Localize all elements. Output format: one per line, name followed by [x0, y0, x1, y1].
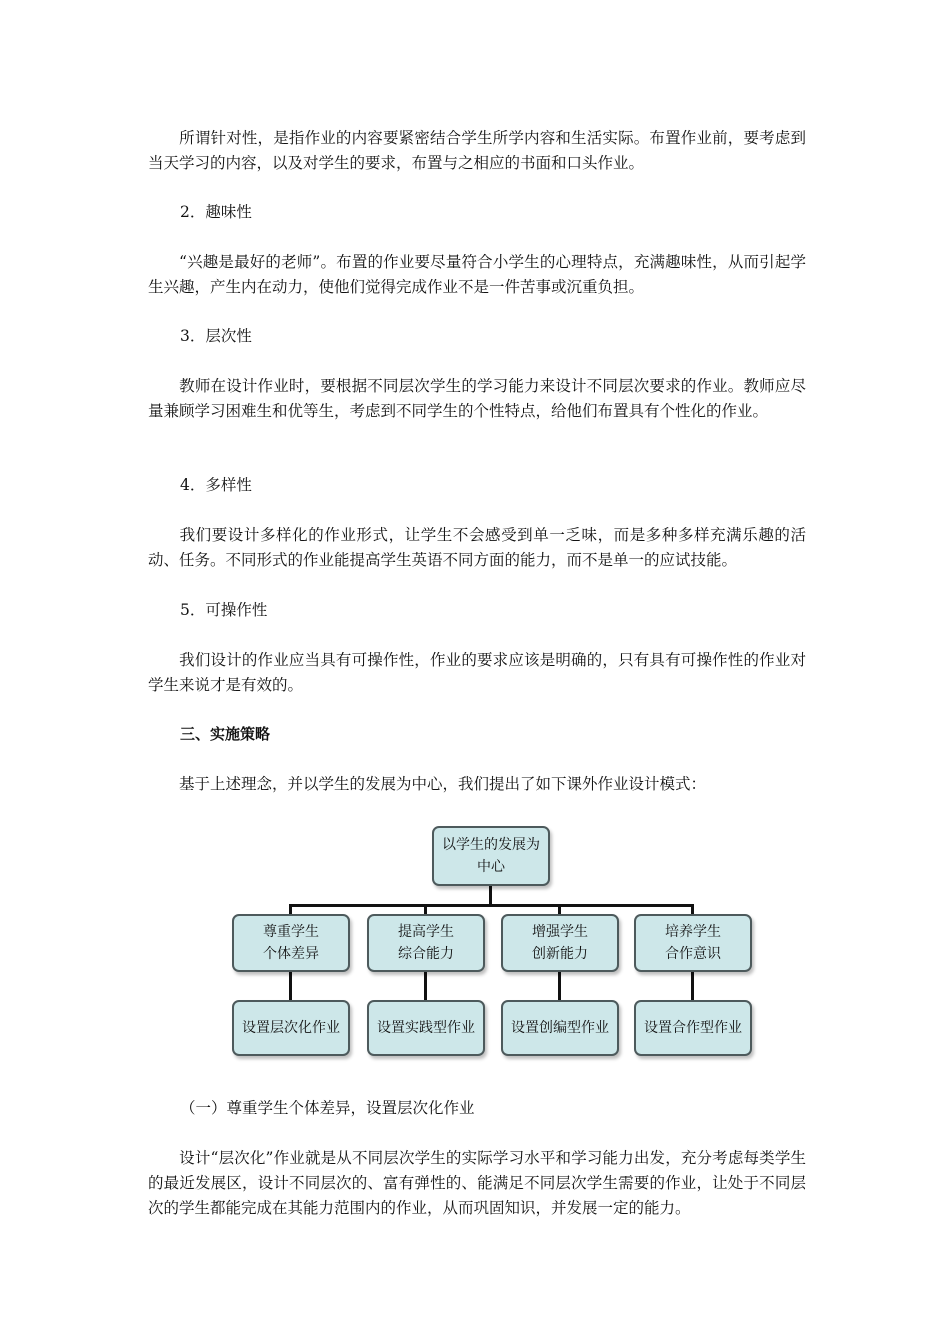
assignment-node-layered: 设置层次化作业	[232, 1000, 350, 1056]
heading-operability: 5．可操作性	[180, 601, 268, 619]
root-node-line-1: 以学生的发展为	[442, 837, 540, 853]
connector-assign-1	[289, 971, 292, 1001]
goal-node-cooperation-awareness	[634, 914, 752, 972]
goal-node-line-1: 培养学生	[665, 924, 721, 940]
goal-node-line-2: 综合能力	[398, 946, 454, 962]
connector-assign-2	[424, 971, 427, 1001]
goal-node-line-1: 尊重学生	[263, 924, 319, 940]
goal-node-comprehensive-ability	[367, 914, 485, 972]
assignment-node-creative: 设置创编型作业	[501, 1000, 619, 1056]
heading-interest: 2．趣味性	[180, 203, 252, 221]
root-node-line-2: 中心	[477, 859, 505, 875]
assignment-node-cooperative: 设置合作型作业	[634, 1000, 752, 1056]
connector-assign-3	[558, 971, 561, 1001]
paragraph-operability: 我们设计的作业应当具有可操作性，作业的要求应该是明确的，只有具有可操作性的作业对学生来说才是有效的。	[148, 651, 806, 694]
goal-node-individual-differences	[232, 914, 350, 972]
connector-root-down	[489, 886, 492, 906]
homework-design-model-diagram	[228, 826, 754, 1066]
goal-node-line-2: 创新能力	[532, 946, 588, 962]
section-heading-strategy: 三、实施策略	[180, 725, 271, 743]
paragraph-layered-homework: 设计“层次化”作业就是从不同层次学生的实际学习水平和学习能力出发，充分考虑每类学生的最近发展区，设计不同层次的、富有弹性的、能满足不同层次学生需要的作业，让处于不同层次的学生都能完成在其能力范围内的作业，从而巩固知识，并发展一定的能力。	[148, 1149, 806, 1217]
connector-assign-4	[691, 971, 694, 1001]
goal-node-line-2: 个体差异	[263, 946, 319, 962]
assignment-node-practical: 设置实践型作业	[367, 1000, 485, 1056]
heading-diversity: 4．多样性	[180, 476, 252, 494]
paragraph-targeted: 所谓针对性，是指作业的内容要紧密结合学生所学内容和生活实际。布置作业前，要考虑到当天学习的内容，以及对学生的要求，布置与之相应的书面和口头作业。	[148, 129, 806, 172]
goal-node-line-1: 提高学生	[398, 924, 454, 940]
root-node	[432, 826, 550, 886]
paragraph-intro-model: 基于上述理念，并以学生的发展为中心，我们提出了如下课外作业设计模式：	[179, 775, 707, 793]
goal-node-line-2: 合作意识	[665, 946, 721, 962]
heading-layered: 3．层次性	[180, 327, 252, 345]
goal-node-innovation-ability	[501, 914, 619, 972]
connector-horizontal-bar	[289, 904, 694, 907]
paragraph-diversity: 我们要设计多样化的作业形式，让学生不会感受到单一乏味，而是多种多样充满乐趣的活动、任务。不同形式的作业能提高学生英语不同方面的能力，而不是单一的应试技能。	[148, 526, 806, 569]
paragraph-layered: 教师在设计作业时，要根据不同层次学生的学习能力来设计不同层次要求的作业。教师应尽量兼顾学习困难生和优等生，考虑到不同学生的个性特点，给他们布置具有个性化的作业。	[148, 377, 806, 420]
paragraph-interest: “兴趣是最好的老师”。布置的作业要尽量符合小学生的心理特点，充满趣味性，从而引起学生兴趣，产生内在动力，使他们觉得完成作业不是一件苦事或沉重负担。	[148, 253, 806, 296]
goal-node-line-1: 增强学生	[532, 924, 588, 940]
subheading-individual-differences: （一）尊重学生个体差异，设置层次化作业	[180, 1099, 475, 1117]
